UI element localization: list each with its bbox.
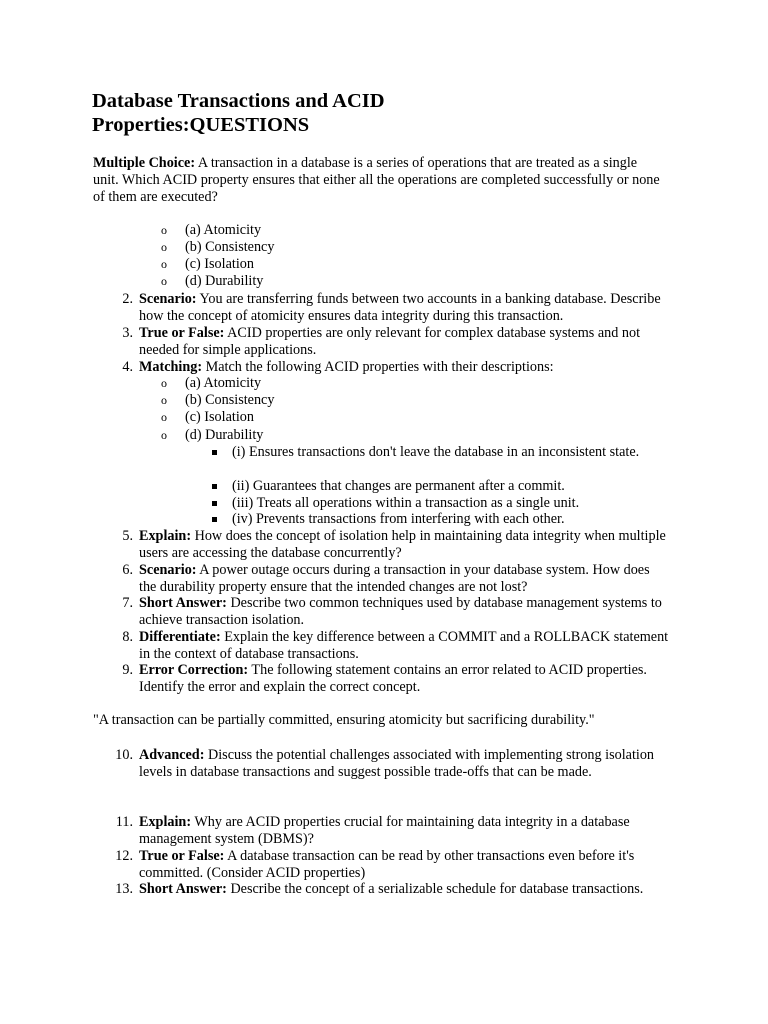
question-7: 7. Short Answer: Describe two common techniques used by database management systems to achieve transaction isolation.	[139, 595, 669, 629]
question-number: 9.	[122, 662, 133, 678]
q4-option-a: o (a) Atomicity	[161, 375, 262, 391]
square-bullet-icon	[212, 484, 217, 489]
question-number: 12.	[115, 848, 133, 864]
title-line-2: Properties:QUESTIONS	[92, 114, 310, 136]
q1-option-c: o (c) Isolation	[161, 256, 254, 272]
error-statement-quote: "A transaction can be partially committed, ensuring atomicity but sacrificing durability."	[93, 712, 595, 728]
circle-bullet-icon: o	[161, 393, 167, 407]
question-10: 10. Advanced: Discuss the potential challenges associated with implementing strong isolation levels in database transactions and suggest possible trade-offs that can be made.	[139, 747, 669, 781]
q4-option-d: o (d) Durability	[161, 427, 264, 443]
title-line-1: Database Transactions and ACID	[92, 90, 385, 112]
circle-bullet-icon: o	[161, 376, 167, 390]
question-number: 8.	[122, 629, 133, 645]
circle-bullet-icon: o	[161, 240, 167, 254]
question-number: 6.	[122, 562, 133, 578]
question-13: 13. Short Answer: Describe the concept of a serializable schedule for database transactions.	[139, 881, 669, 898]
question-2: 2. Scenario: You are transferring funds between two accounts in a banking database. Describe how the concept of atomicity ensures data integrity during this transaction.	[139, 291, 669, 325]
circle-bullet-icon: o	[161, 223, 167, 237]
question-3: 3. True or False: ACID properties are only relevant for complex database systems and not needed for simple applications.	[139, 325, 669, 359]
q4-description-iii: (iii) Treats all operations within a transaction as a single unit.	[232, 495, 652, 512]
square-bullet-icon	[212, 517, 217, 522]
square-bullet-icon	[212, 450, 217, 455]
square-bullet-icon	[212, 501, 217, 506]
question-1-label: Multiple Choice:	[93, 155, 196, 171]
question-9: 9. Error Correction: The following statement contains an error related to ACID properties. Identify the error and explain the correct concept.	[139, 662, 669, 696]
q1-option-b: o (b) Consistency	[161, 239, 275, 255]
question-number: 13.	[115, 881, 133, 897]
circle-bullet-icon: o	[161, 257, 167, 271]
q4-description-ii: (ii) Guarantees that changes are permanent after a commit.	[232, 478, 652, 495]
question-number: 7.	[122, 595, 133, 611]
question-number: 3.	[122, 325, 133, 341]
circle-bullet-icon: o	[161, 274, 167, 288]
page-title	[92, 89, 652, 137]
q4-option-b: o (b) Consistency	[161, 392, 275, 408]
question-1-text: A transaction in a database is a series of operations that are treated as a single unit. Which ACID property ensures that either all the operations are completed successfully or none of them are executed?	[93, 155, 660, 205]
question-number: 4.	[122, 359, 133, 375]
q1-option-a: o (a) Atomicity	[161, 222, 262, 238]
question-6: 6. Scenario: A power outage occurs during a transaction in your database system. How does the durability property ensure that the intended changes are not lost?	[139, 562, 669, 596]
question-1	[93, 155, 663, 206]
question-number: 5.	[122, 528, 133, 544]
circle-bullet-icon: o	[161, 410, 167, 424]
question-number: 11.	[115, 814, 133, 830]
q4-description-iv: (iv) Prevents transactions from interfering with each other.	[232, 511, 652, 528]
question-4: 4. Matching: Match the following ACID properties with their descriptions:	[139, 359, 669, 376]
question-number: 10.	[115, 747, 133, 763]
q4-option-c: o (c) Isolation	[161, 409, 254, 425]
question-5: 5. Explain: How does the concept of isolation help in maintaining data integrity when multiple users are accessing the database concurrently?	[139, 528, 669, 562]
question-11: 11. Explain: Why are ACID properties crucial for maintaining data integrity in a database management system (DBMS)?	[139, 814, 669, 848]
q1-option-d: o (d) Durability	[161, 273, 264, 289]
circle-bullet-icon: o	[161, 428, 167, 442]
question-8: 8. Differentiate: Explain the key difference between a COMMIT and a ROLLBACK statement in the context of database transactions.	[139, 629, 669, 663]
question-12: 12. True or False: A database transaction can be read by other transactions even before it's committed. (Consider ACID properties)	[139, 848, 669, 882]
q4-description-i: (i) Ensures transactions don't leave the database in an inconsistent state.	[232, 444, 652, 461]
question-number: 2.	[122, 291, 133, 307]
